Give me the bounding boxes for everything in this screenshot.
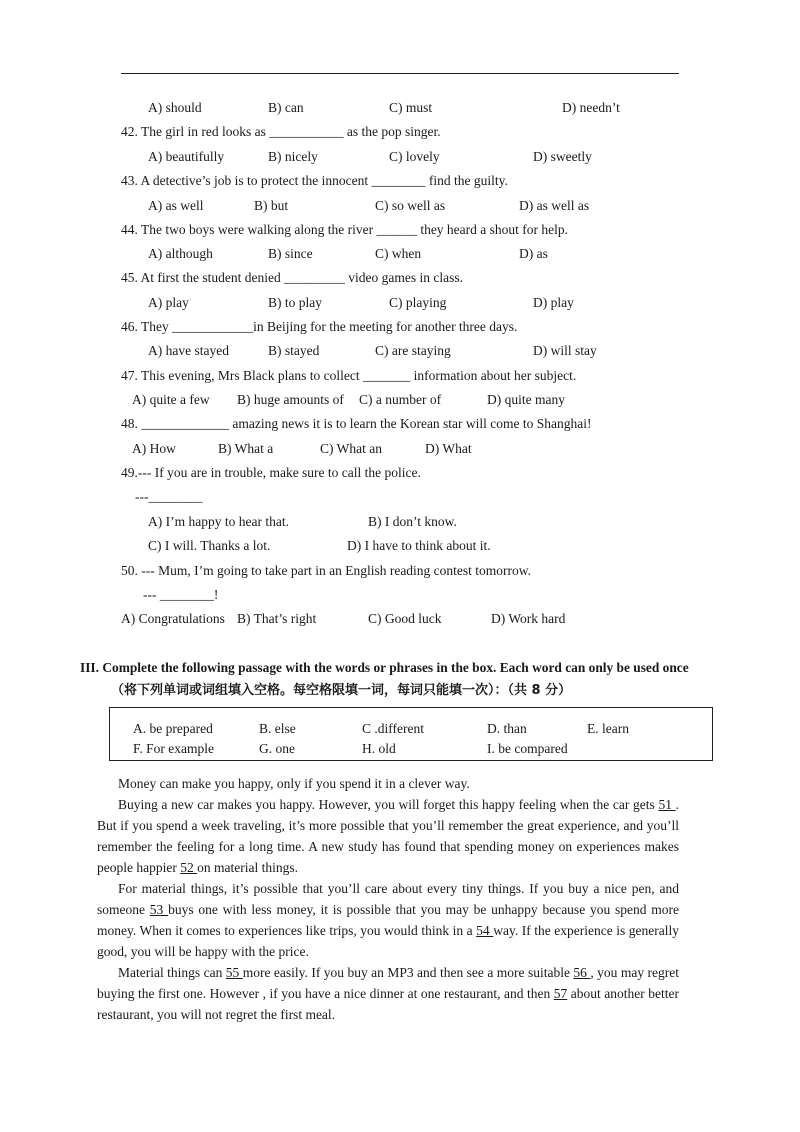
q49-stem: 49.--- If you are in trouble, make sure to call the police.	[121, 465, 421, 480]
q41-option-b: B) can	[268, 100, 304, 115]
q48-option-d: D) What	[425, 441, 472, 456]
passage-paragraph-4	[97, 962, 679, 1025]
q42-stem: 42. The girl in red looks as ___________ as the pop singer.	[121, 124, 441, 139]
blank-52: 52	[180, 860, 198, 875]
q45-stem: 45. At first the student denied _________ video games in class.	[121, 270, 463, 285]
passage-text: buys one with less money, it is possible that you may be unhappy because you spend more money. When it comes to experiences like trips, you would think in a	[97, 902, 680, 938]
word-option-e: E. learn	[587, 721, 629, 736]
word-option-a: A. be prepared	[133, 721, 213, 736]
q42-option-b: B) nicely	[268, 149, 318, 164]
q41-option-a: A) should	[148, 100, 202, 115]
q50-option-b: B) That’s right	[237, 611, 317, 626]
q43-option-b: B) but	[254, 198, 289, 213]
passage-paragraph-1	[97, 773, 679, 794]
word-option-c: C .different	[362, 721, 424, 736]
q45-option-a: A) play	[148, 295, 189, 310]
blank-57: 57	[553, 986, 568, 1001]
passage-text: on material things.	[197, 860, 298, 875]
q44-option-d: D) as	[519, 246, 548, 261]
q42-option-c: C) lovely	[389, 149, 440, 164]
q47-stem: 47. This evening, Mrs Black plans to collect _______ information about her subject.	[121, 368, 577, 383]
passage-text: Buying a new car makes you happy. However, you will forget this happy feeling when the car gets	[118, 797, 659, 812]
passage-text: more easily. If you buy an MP3 and then see a more suitable	[242, 965, 574, 980]
blank-51: 51	[658, 797, 676, 812]
passage	[97, 773, 679, 1025]
q48-option-c: C) What an	[320, 441, 382, 456]
passage-text: , you may regret buying the first one. However , if you have a nice dinner at one restaurant, and then	[97, 965, 680, 1001]
q43-option-c: C) so well as	[375, 198, 446, 213]
q43-stem: 43. A detective’s job is to protect the innocent ________ find the guilty.	[121, 173, 508, 188]
word-option-d: D. than	[487, 721, 527, 736]
passage-text: about another better restaurant, you will not regret the first meal.	[97, 986, 679, 1022]
q46-stem: 46. They ____________in Beijing for the meeting for another three days.	[121, 319, 518, 334]
word-option-g: G. one	[259, 741, 295, 756]
q50-option-c: C) Good luck	[368, 611, 442, 626]
q49-option-c: C) I will. Thanks a lot.	[148, 538, 271, 553]
q45-option-d: D) play	[533, 295, 574, 310]
q42-option-d: D) sweetly	[533, 149, 592, 164]
q42-option-a: A) beautifully	[148, 149, 225, 164]
q48-option-a: A) How	[132, 441, 176, 456]
passage-text: Material things can	[118, 965, 226, 980]
q49-option-d: D) I have to think about it.	[347, 538, 491, 553]
q49-option-a: A) I’m happy to hear that.	[148, 514, 289, 529]
q48-option-b: B) What a	[218, 441, 274, 456]
q50-option-a: A) Congratulations	[121, 611, 225, 626]
passage-text: For material things, it’s possible that you’ll care about every tiny things. If you buy a nice pen, and someone	[97, 881, 679, 917]
q44-option-b: B) since	[268, 246, 313, 261]
word-option-f: F. For example	[133, 741, 215, 756]
q47-option-b: B) huge amounts of	[237, 392, 344, 407]
blank-54: 54	[476, 923, 494, 938]
q50-option-d: D) Work hard	[491, 611, 566, 626]
header-rule	[121, 73, 679, 74]
q44-stem: 44. The two boys were walking along the river ______ they heard a shout for help.	[121, 222, 569, 237]
passage-paragraph-3	[97, 878, 679, 962]
passage-text: way. If the experience is generally good, you will be happy with the price.	[97, 923, 679, 959]
q48-stem: 48. _____________ amazing news it is to learn the Korean star will come to Shanghai!	[121, 416, 592, 431]
q50-stem: 50. --- Mum, I’m going to take part in an English reading contest tomorrow.	[121, 563, 532, 578]
section-title: III. Complete the following passage with the words or phrases in the box. Each word can only be used once	[80, 660, 689, 675]
q44-option-c: C) when	[375, 246, 422, 261]
q47-option-d: D) quite many	[487, 392, 565, 407]
passage-paragraph-2	[97, 794, 679, 878]
q46-option-c: C) are staying	[375, 343, 451, 358]
q47-option-c: C) a number of	[359, 392, 442, 407]
word-option-h: H. old	[362, 741, 396, 756]
q45-option-b: B) to play	[268, 295, 322, 310]
section-subtitle: （将下列单词或词组填入空格。每空格限填一词，每词只能填一次）：（共 8 分）	[111, 683, 572, 698]
q41-option-c: C) must	[389, 100, 433, 115]
q43-option-d: D) as well as	[519, 198, 590, 213]
q43-option-a: A) as well	[148, 198, 204, 213]
q49-reply: ---________	[135, 489, 203, 504]
q44-option-a: A) although	[148, 246, 213, 261]
q47-option-a: A) quite a few	[132, 392, 210, 407]
blank-55: 55	[225, 965, 243, 980]
word-option-i: I. be compared	[487, 741, 568, 756]
blank-56: 56	[573, 965, 591, 980]
blank-53: 53	[149, 902, 169, 917]
passage-text: Money can make you happy, only if you spend it in a clever way.	[118, 776, 470, 791]
q46-option-a: A) have stayed	[148, 343, 229, 358]
q41-option-d: D) needn’t	[562, 100, 620, 115]
word-option-b: B. else	[259, 721, 296, 736]
passage-text: . But if you spend a week traveling, it’s more possible that you’ll remember the great experience, and you’ll remember the feeling for a long time. A new study has found that spending money on experiences makes people happier	[97, 797, 679, 875]
q46-option-b: B) stayed	[268, 343, 320, 358]
q50-reply: --- ________!	[143, 587, 219, 602]
q46-option-d: D) will stay	[533, 343, 597, 358]
q49-option-b: B) I don’t know.	[368, 514, 457, 529]
q45-option-c: C) playing	[389, 295, 447, 310]
